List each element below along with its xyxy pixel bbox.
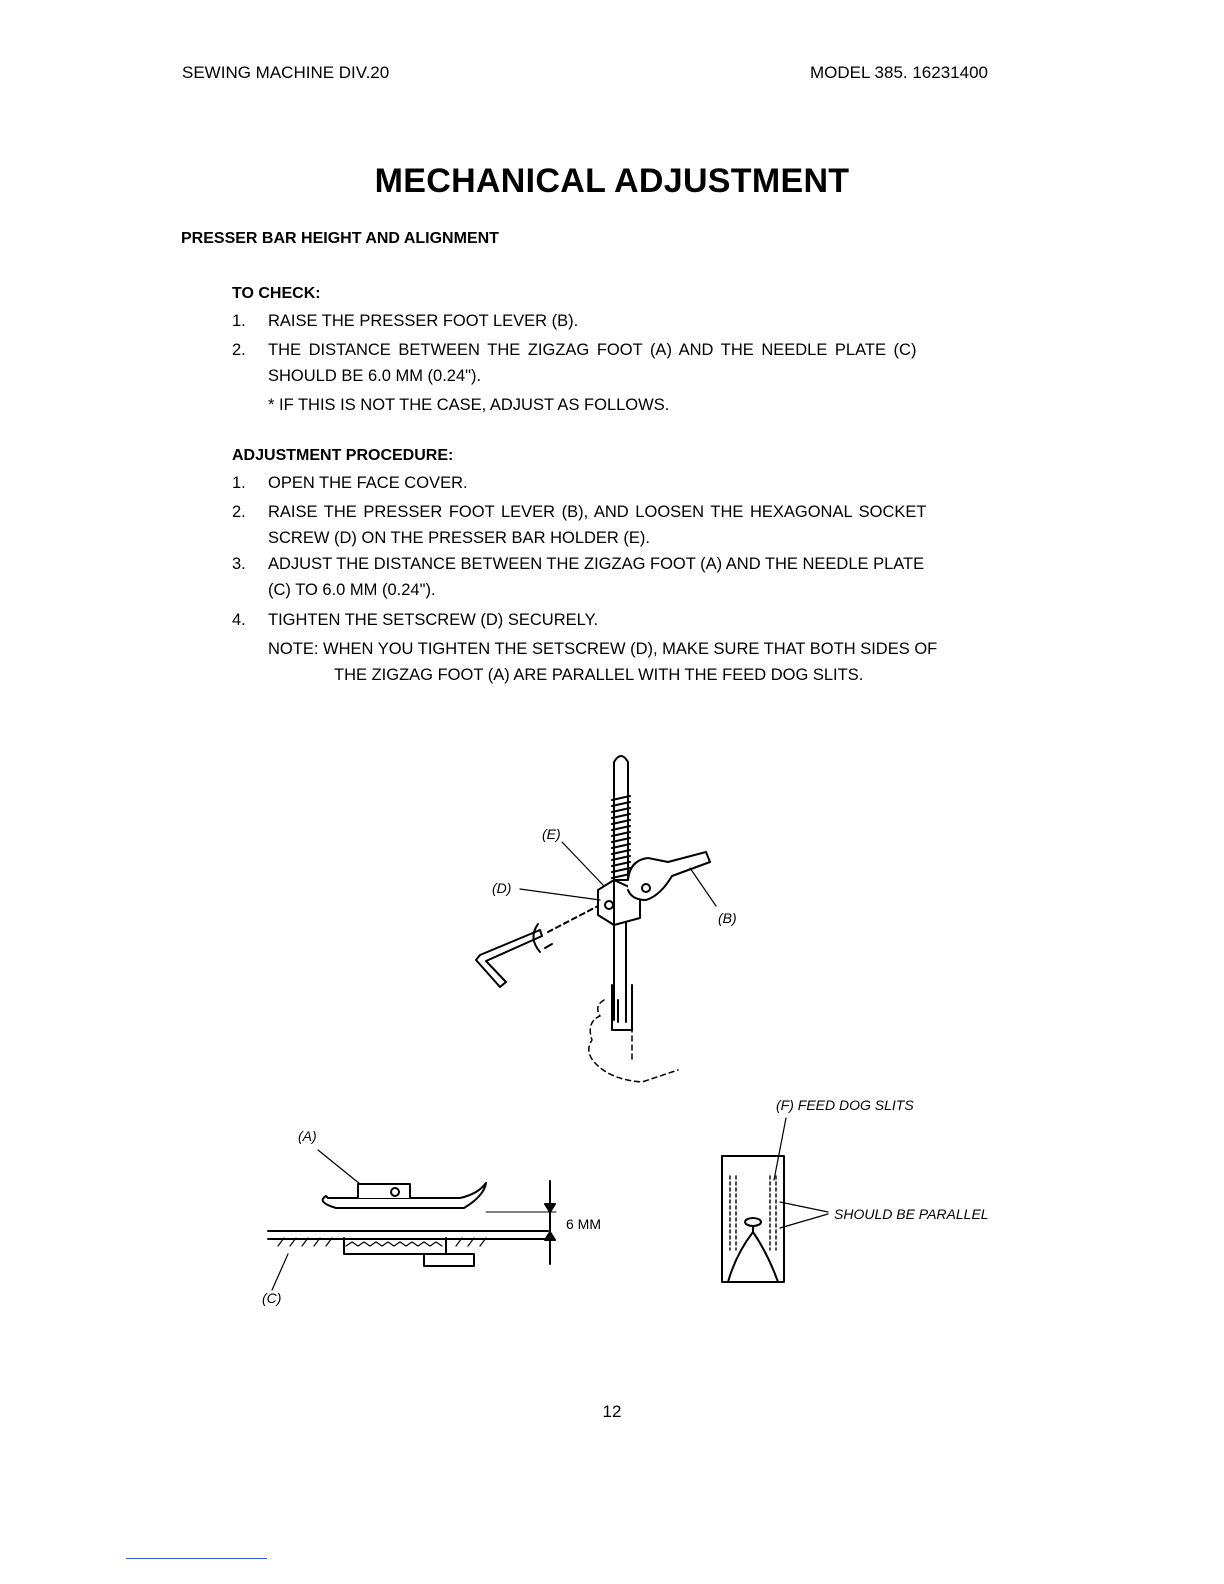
label-f: (F) FEED DOG SLITS — [776, 1097, 914, 1113]
check-note: * IF THIS IS NOT THE CASE, ADJUST AS FOLLOWS. — [268, 396, 670, 414]
label-b: (B) — [718, 910, 737, 926]
label-a: (A) — [298, 1128, 317, 1144]
proc-step-2-text: RAISE THE PRESSER FOOT LEVER (B), AND LOOSEN THE HEXAGONAL SOCKET — [268, 503, 927, 521]
parallel-label: SHOULD BE PARALLEL — [834, 1206, 989, 1222]
needle-plate — [268, 1231, 548, 1266]
proc-note: NOTE: WHEN YOU TIGHTEN THE SETSCREW (D), MAKE SURE THAT BOTH SIDES OF — [268, 640, 938, 658]
distance-label: 6 MM — [566, 1216, 601, 1232]
header-right: MODEL 385. 16231400 — [810, 63, 988, 82]
label-e: (E) — [542, 826, 561, 842]
section-title: PRESSER BAR HEIGHT AND ALIGNMENT — [181, 230, 499, 247]
dimension-marker — [486, 1181, 556, 1264]
foot-outline — [589, 1000, 678, 1082]
label-d: (D) — [492, 880, 512, 896]
check-step-2-text-cont: SHOULD BE 6.0 MM (0.24"). — [268, 367, 482, 385]
check-step-2-text: THE DISTANCE BETWEEN THE ZIGZAG FOOT (A) AND THE NEEDLE PLATE (C) — [268, 341, 917, 359]
page-title: MECHANICAL ADJUSTMENT — [374, 162, 850, 200]
check-step-2-num: 2. — [232, 341, 246, 359]
footer-rule — [126, 1558, 267, 1559]
to-check-heading: TO CHECK: — [232, 285, 321, 302]
proc-step-4-text: TIGHTEN THE SETSCREW (D) SECURELY. — [268, 611, 599, 629]
check-step-1-num: 1. — [232, 312, 246, 330]
presser-foot-lever — [628, 852, 710, 900]
hex-key — [476, 924, 552, 987]
procedure-heading: ADJUSTMENT PROCEDURE: — [232, 447, 454, 464]
proc-step-2-text-cont: SCREW (D) ON THE PRESSER BAR HOLDER (E). — [268, 529, 650, 547]
proc-step-2-num: 2. — [232, 503, 246, 521]
proc-step-1-text: OPEN THE FACE COVER. — [268, 474, 468, 492]
proc-step-1-num: 1. — [232, 474, 246, 492]
header-left: SEWING MACHINE DIV.20 — [182, 63, 390, 82]
proc-step-4-num: 4. — [232, 611, 246, 629]
proc-step-3-text: ADJUST THE DISTANCE BETWEEN THE ZIGZAG FOOT (A) AND THE NEEDLE PLATE — [268, 555, 925, 573]
proc-step-3-text-cont: (C) TO 6.0 MM (0.24"). — [268, 581, 436, 599]
zigzag-foot-side — [323, 1183, 486, 1208]
proc-step-3-num: 3. — [232, 555, 246, 573]
page-number: 12 — [602, 1402, 622, 1421]
proc-note-cont: THE ZIGZAG FOOT (A) ARE PARALLEL WITH THE FEED DOG SLITS. — [334, 666, 864, 684]
check-step-1-text: RAISE THE PRESSER FOOT LEVER (B). — [268, 312, 579, 330]
label-c: (C) — [262, 1290, 282, 1306]
